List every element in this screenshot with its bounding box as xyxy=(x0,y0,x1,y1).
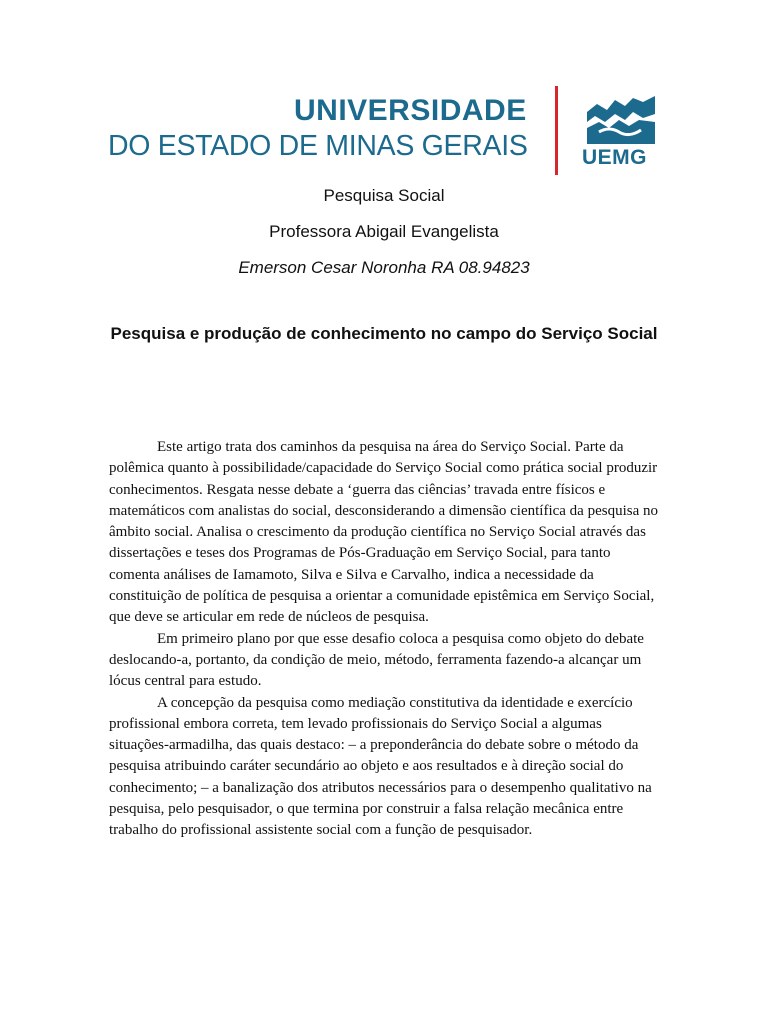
paragraph-1: Este artigo trata dos caminhos da pesquisa na área do Serviço Social. Parte da polêmica quanto à possibilidade/capacidade do Serviço Social como prática social produzir conhecimentos. Resgata nesse debate a ‘guerra das ciências’ travada entre físicos e matemáticos com analistas do social, desconsiderando a dimensão científica da pesquisa no âmbito social. Analisa o crescimento da produção científica no Serviço Social através das dissertações e teses dos Programas de Pós-Graduação em Serviço Social, para tanto comenta análises de Iamamoto, Silva e Silva e Carvalho, indica a necessidade da constituição de política de pesquisa a orientar a comunidade epistêmica em Serviço Social, que deve se articular em rede de núcleos de pesquisa. xyxy=(109,439,658,626)
paragraph-3: A concepção da pesquisa como mediação constitutiva da identidade e exercício profissional embora correta, tem levado profissionais do Serviço Social a algumas situações-armadilha, das quais destaco: – a preponderância do debate sobre o método da pesquisa atribuindo caráter secundário ao objeto e aos resultados e à direção social do conhecimento; – a banalização dos atributos necessários para o desempenho qualitativo na pesquisa, pelo pesquisador, o que termina por construir a falsa relação mecânica entre trabalho do profissional assistente social com a função de pesquisador. xyxy=(109,694,652,839)
document-title: Pesquisa e produção de conhecimento no campo do Serviço Social xyxy=(110,324,658,343)
uemg-logo-icon xyxy=(585,92,657,146)
university-name-line1: UNIVERSIDADE xyxy=(294,94,527,127)
course-name: Pesquisa Social xyxy=(323,186,445,205)
uemg-logo-text: UEMG xyxy=(582,146,647,169)
paragraph-2: Em primeiro plano por que esse desafio coloca a pesquisa como objeto do debate deslocando-a, portanto, da condição de meio, método, ferramenta fazendo-a alcançar um lócus central para estudo. xyxy=(109,630,644,690)
professor-name: Professora Abigail Evangelista xyxy=(269,222,499,241)
university-header xyxy=(108,86,668,176)
document-body xyxy=(109,437,661,842)
university-name-line2: DO ESTADO DE MINAS GERAIS xyxy=(108,130,528,162)
header-divider xyxy=(555,86,558,175)
student-name: Emerson Cesar Noronha RA 08.94823 xyxy=(238,258,530,277)
